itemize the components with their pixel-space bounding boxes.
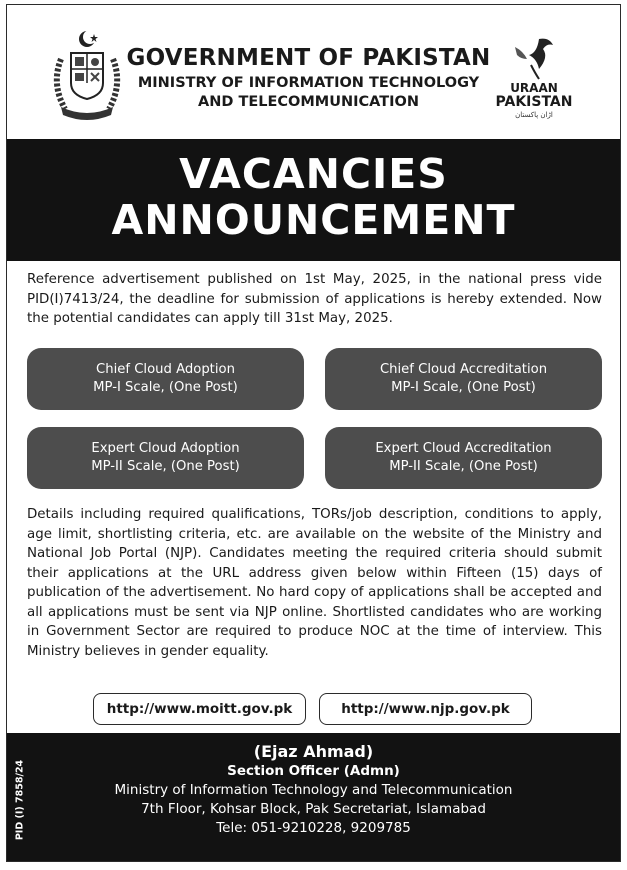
government-title: GOVERNMENT OF PAKISTAN: [126, 45, 491, 71]
signature-footer: [7, 733, 620, 861]
ministry-line-1: MINISTRY OF INFORMATION TECHNOLOGY: [137, 75, 480, 91]
header: [7, 5, 620, 135]
position-scale: MP-II Scale, (One Post): [389, 459, 538, 474]
position-card: [325, 427, 602, 489]
officer-name: (Ejaz Ahmad): [253, 742, 374, 761]
vacancies-banner: [7, 139, 620, 261]
njp-url-link[interactable]: http://www.njp.gov.pk: [319, 693, 532, 725]
footer-address: 7th Floor, Kohsar Block, Pak Secretariat, Islamabad: [141, 801, 486, 817]
pid-number: [13, 755, 27, 845]
position-card: [27, 348, 304, 410]
position-title: Expert Cloud Adoption: [91, 441, 240, 456]
intro-paragraph: Reference advertisement published on 1st May, 2025, in the national press vide PID(I)7413/24, the deadline for submission of applications is hereby extended. Now the potential candidates can apply till 31st May, 2025.: [27, 272, 602, 326]
officer-designation: Section Officer (Admn): [227, 763, 400, 779]
footer-telephone: Tele: 051-9210228, 9209785: [216, 820, 411, 836]
advertisement-page: [6, 4, 621, 862]
banner-line-1: VACANCIES: [179, 150, 448, 198]
positions-grid: [27, 343, 602, 493]
position-card: [325, 348, 602, 410]
logo-text-uraan: URAAN: [510, 81, 558, 95]
position-scale: MP-II Scale, (One Post): [91, 459, 240, 474]
footer-ministry: Ministry of Information Technology and Telecommunication: [114, 782, 513, 798]
uraan-pakistan-logo: [492, 35, 576, 120]
position-scale: MP-I Scale, (One Post): [391, 380, 536, 395]
details-paragraph: Details including required qualifications, TORs/job description, conditions to apply, age limit, shortlisting criteria, etc. are available on the website of the Ministry and National Job Portal (NJP). Candidates meeting the required criteria should submit their applications at the URL address given below within Fifteen (15) days of publication of the advertisement. No hard copy of applications shall be accepted and all applications must be sent via NJP online. Shortlisted candidates who are working in Government Sector are required to produce NOC at the time of interview. This Ministry believes in gender equality.: [27, 507, 602, 659]
uraan-pakistan-bird-icon: [509, 35, 559, 83]
logo-text-pakistan: PAKISTAN: [495, 94, 573, 110]
position-title: Chief Cloud Adoption: [96, 362, 235, 377]
banner-line-2: ANNOUNCEMENT: [111, 196, 516, 244]
position-title: Expert Cloud Accreditation: [375, 441, 552, 456]
ministry-line-2: AND TELECOMMUNICATION: [198, 94, 419, 110]
position-scale: MP-I Scale, (One Post): [93, 380, 238, 395]
logo-text-urdu: اڑان پاکستان: [515, 111, 553, 119]
moitt-url-link[interactable]: http://www.moitt.gov.pk: [93, 693, 306, 725]
pid-text: PID (I) 7858/24: [14, 759, 26, 841]
position-card: [27, 427, 304, 489]
position-title: Chief Cloud Accreditation: [379, 362, 548, 377]
